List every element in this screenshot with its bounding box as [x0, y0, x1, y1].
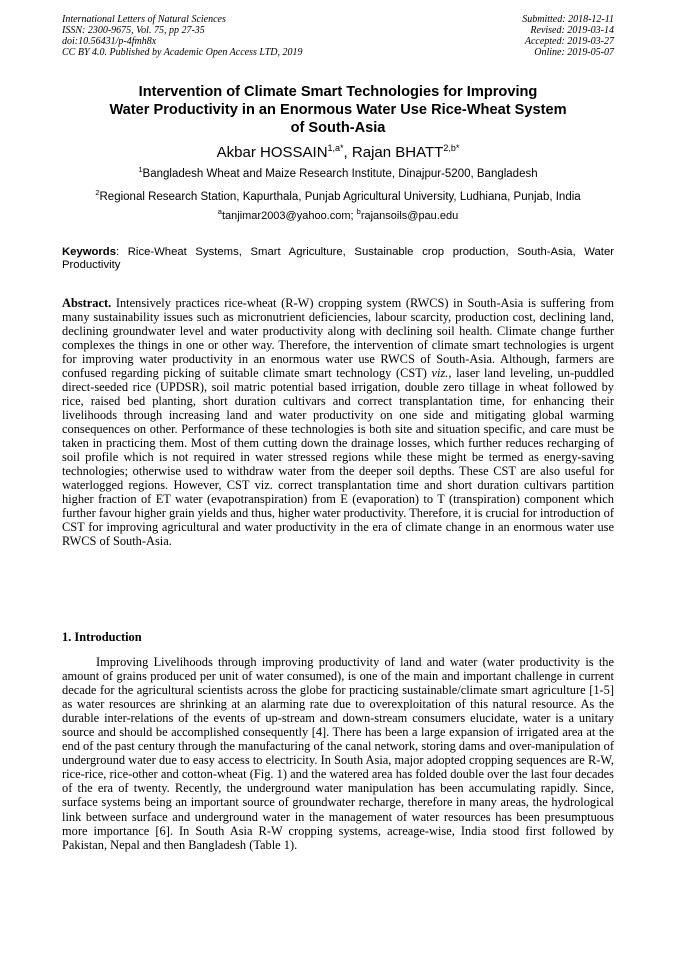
publication-dates: [522, 14, 614, 58]
abstract-text-part-1: Intensively practices rice-wheat (R-W) cropping system (RWCS) in South-Asia is suffering from many sustainability issues such as micronutrient deficiencies, labour scarcity, production cost, declining land, declining groundwater level and water productivity along with declining soil health. Climate change further complexes the things in one or other way. Therefore, the intervention of climate smart technologies is urgent for improving water productivity in an enormous water use RWCS of South-Asia. Although, farmers are confused regarding picking of suitable climate smart technology (CST): [62, 296, 614, 380]
date-accepted: Accepted: 2019-03-27: [524, 36, 614, 47]
author-separator: ,: [343, 144, 352, 161]
title-line-3: of South-Asia: [290, 120, 386, 136]
email-a: tanjimar2003@yahoo.com;: [221, 210, 357, 222]
abstract-text-part-2: , laser land leveling, un-puddled direct-seeded rice (UPDSR), soil matric potential based irrigation, double zero tillage in wheat followed by rice, raised bed planting, short duration cultivars and correct transplantation time, for enhancing their livelihoods through increasing land and water productivity on one side and mitigating global warming consequences on other. Performance of these technologies is both site and situation specific, and care must be taken in practicing them. Most of them cutting down the drainage losses, which further reduces recharging of soil profile which is not required in water stressed regions while these might be termed as energy-saving technologies; otherwise used to withdraw water from the deeper soil depths. These CST are also useful for waterlogged regions. However, CST viz. correct transplantation time and short duration cultivars partition higher fraction of ET water (evapotranspiration) from E (evaporation) to T (transpiration) component which further favour higher grain yields and thus, higher water productivity. Therefore, it is crucial for introduction of CST for improving agricultural and water productivity in the era of climate change in an enormous water use RWCS of South-Asia.: [62, 365, 614, 548]
author-list: [62, 144, 614, 161]
section-heading-introduction: 1. Introduction: [62, 630, 142, 644]
email-b-mark: b: [356, 207, 361, 216]
abstract-block: [62, 296, 614, 548]
affiliation-2-mark: 2: [95, 188, 100, 197]
affiliation-1: [62, 165, 614, 180]
affiliation-2-text: Regional Research Station, Kapurthala, Punjab Agricultural University, Ludhiana, Punjab, India: [99, 191, 581, 203]
date-submitted: Submitted: 2018-12-11: [522, 14, 614, 25]
abstract-label: Abstract.: [62, 296, 112, 310]
journal-license: CC BY 4.0. Published by Academic Open Access LTD, 2019: [62, 47, 303, 58]
journal-meta: [62, 14, 303, 58]
journal-name: International Letters of Natural Sciences: [62, 14, 226, 25]
author-1-affil-mark: 1,a*: [327, 143, 344, 153]
author-emails: [62, 207, 614, 222]
keywords-text: : Rice-Wheat Systems, Smart Agriculture, Sustainable crop production, South-Asia, Water Productivity: [62, 246, 614, 271]
email-b: rajansoils@pau.edu: [360, 210, 459, 222]
keywords-block: [62, 246, 614, 272]
journal-issn: ISSN: 2300-9675, Vol. 75, pp 27-35: [62, 25, 205, 36]
author-1-name: Akbar HOSSAIN: [216, 144, 328, 161]
keywords-label: Keywords: [62, 246, 116, 258]
journal-doi: doi:10.56431/p-4fmh8x: [62, 36, 157, 47]
abstract-viz-italic: viz.: [431, 365, 449, 380]
date-online: Online: 2019-05-07: [534, 47, 614, 58]
email-a-mark: a: [217, 207, 222, 216]
author-2-name: Rajan BHATT: [351, 144, 444, 161]
affiliation-1-mark: 1: [138, 165, 143, 174]
introduction-paragraph: Improving Livelihoods through improving productivity of land and water (water productivity is the amount of grains produced per unit of water consumed), is one of the main and important challenge in current decade for the agricultural scientists across the globe for practicing sustainable/climate smart agriculture [1-5] as water resources are shrinking at an alarming rate due to overexploitation of this natural resource. As the durable inter-relations of the events of up-stream and down-stream consumers elucidate, water is a unitary source and should be accomplished consequently [4]. There has been a large expansion of irrigated area at the end of the past century through the manufacturing of the canal network, storing dams and over-manipulation of underground water due to easy access to electricity. In South Asia, major adopted cropping sequences are R-W, rice-rice, rice-other and cotton-wheat (Fig. 1) and the watered area has folded double over the last four decades of the era of twenty. Recently, the underground water manipulation has been accumulating rapidly. Since, surface systems being an important source of groundwater recharge, therefore in many areas, the hydrological link between surface and underground water in the management of water resources has been presumptuous more importance [6]. In South Asia R-W cropping systems, acreage-wise, India stood first followed by Pakistan, Nepal and then Bangladesh (Table 1).: [62, 655, 614, 852]
author-2-affil-mark: 2,b*: [443, 143, 460, 153]
title-line-2: Water Productivity in an Enormous Water Use Rice-Wheat System: [109, 102, 567, 118]
title-line-1: Intervention of Climate Smart Technologies for Improving: [138, 84, 538, 100]
affiliation-1-text: Bangladesh Wheat and Maize Research Institute, Dinajpur-5200, Bangladesh: [142, 168, 538, 180]
paper-title: [62, 83, 614, 137]
date-revised: Revised: 2019-03-14: [530, 25, 614, 36]
affiliation-2: [62, 188, 614, 203]
